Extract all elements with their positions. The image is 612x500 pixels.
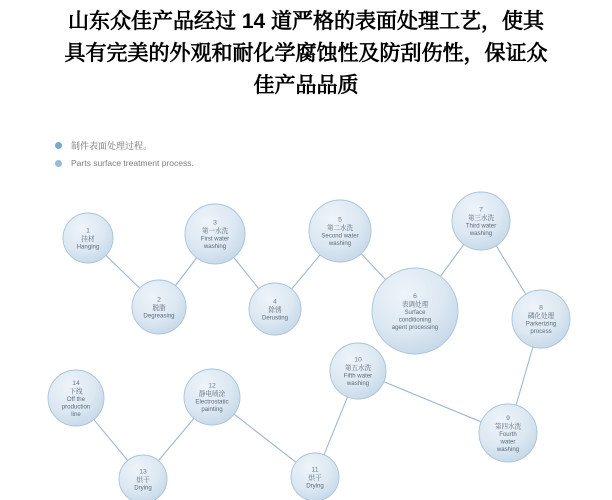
legend-item	[55, 154, 315, 172]
process-flow-diagram	[0, 126, 612, 500]
flow-connector	[516, 346, 533, 406]
process-node[interactable]	[48, 370, 104, 426]
node-label-en: agent processing	[391, 323, 439, 331]
legend-label: 制件表面处理过程。	[71, 140, 153, 151]
process-node[interactable]	[372, 268, 458, 354]
flow-connector	[105, 255, 140, 289]
node-label-cn: 第一水洗	[201, 228, 229, 235]
node-label-en: process	[530, 328, 552, 335]
node-label-cn: 表调处理	[401, 301, 429, 309]
node-step-number: 10	[354, 356, 362, 364]
flow-connector	[324, 396, 348, 456]
page-title-line-3: 佳产品品质	[253, 74, 359, 97]
node-step-number: 2	[157, 296, 161, 304]
flow-connector	[233, 257, 259, 290]
page-title-line-2: 具有完美的外观和耐化学腐蚀性及防刮伤性，保证众	[64, 42, 548, 65]
node-label-cn: 第二水洗	[326, 225, 354, 232]
node-step-number: 11	[311, 466, 319, 474]
node-label-en: conditioning	[398, 316, 432, 324]
node-step-number: 6	[413, 292, 417, 300]
process-node[interactable]	[119, 455, 167, 500]
node-label-en: washing	[346, 380, 370, 387]
node-label-cn: 磷化处理	[527, 313, 555, 320]
node-label-cn: 第五水洗	[344, 365, 372, 372]
page-title	[0, 6, 612, 102]
node-label-cn: 第三水洗	[467, 215, 495, 222]
node-label-en: production	[61, 403, 91, 411]
node-step-number: 13	[139, 468, 147, 476]
flow-connector	[440, 244, 465, 278]
node-label-en: Fourth	[499, 430, 517, 438]
process-node[interactable]	[452, 192, 510, 250]
legend-item	[55, 136, 315, 154]
node-label-en: Fifth water	[343, 372, 373, 380]
node-label-en: Electrostatic	[195, 398, 229, 406]
node-label-cn: 烘干	[136, 476, 150, 484]
flow-connector	[383, 381, 482, 422]
process-node[interactable]	[184, 369, 240, 425]
node-label-cn: 下线	[69, 388, 83, 396]
legend-label: Parts surface treatment process.	[71, 158, 194, 168]
node-step-number: 4	[273, 298, 277, 306]
node-label-en: Second water	[321, 232, 359, 240]
node-label-en: Drying	[134, 484, 152, 492]
flow-connector	[175, 257, 198, 286]
node-label-cn: 脱脂	[152, 304, 166, 312]
node-label-cn: 第四水洗	[494, 423, 522, 431]
flow-connector	[158, 418, 195, 462]
node-label-en: painting	[201, 406, 223, 413]
node-label-cn: 除锈	[268, 306, 282, 314]
flow-connector	[496, 245, 527, 295]
process-node[interactable]	[291, 453, 339, 500]
flow-connector	[233, 414, 297, 463]
page-title-line-1: 山东众佳产品经过 14 道严格的表面处理工艺，使其	[67, 10, 545, 33]
node-label-en: water	[500, 438, 516, 446]
flow-connector	[361, 253, 387, 280]
node-label-cn: 烘干	[308, 474, 322, 482]
node-step-number: 14	[72, 379, 80, 387]
node-step-number: 1	[86, 227, 90, 235]
node-label-en: washing	[469, 230, 493, 237]
node-step-number: 5	[338, 216, 342, 224]
process-node[interactable]	[249, 283, 301, 335]
node-label-en: Third water	[465, 222, 497, 230]
node-step-number: 9	[506, 414, 510, 422]
legend	[55, 136, 315, 172]
process-node[interactable]	[512, 290, 570, 348]
process-node[interactable]	[185, 204, 245, 264]
node-label-en: Degreasing	[143, 312, 175, 320]
node-label-en: washing	[203, 243, 227, 250]
process-node[interactable]	[132, 280, 186, 334]
node-label-en: Derusting	[261, 314, 289, 322]
process-node[interactable]	[479, 404, 537, 462]
flow-connector	[93, 419, 128, 461]
bullet-icon	[55, 142, 62, 149]
node-label-en: Parkerizing	[525, 320, 557, 328]
node-step-number: 12	[208, 382, 216, 390]
node-step-number: 8	[539, 304, 543, 312]
node-label-en: washing	[496, 445, 520, 453]
node-label-en: First water	[200, 235, 230, 243]
flow-connector	[291, 254, 321, 290]
node-step-number: 3	[213, 219, 217, 227]
node-label-en: washing	[328, 240, 352, 247]
node-label-cn: 静电喷涂	[198, 391, 226, 398]
flow-chart-canvas	[0, 126, 612, 500]
flow-edges	[93, 244, 533, 463]
node-step-number: 7	[479, 206, 483, 214]
process-node[interactable]	[330, 343, 386, 399]
node-label-en: Surface	[404, 308, 426, 316]
node-label-en: Hanging	[76, 243, 100, 251]
process-node[interactable]	[309, 200, 371, 262]
node-label-en: Drying	[306, 482, 324, 490]
node-label-en: Off the	[66, 395, 86, 403]
node-label-en: line	[71, 410, 81, 418]
bullet-icon	[55, 160, 62, 167]
process-node[interactable]	[63, 213, 113, 263]
node-label-cn: 挂材	[81, 235, 95, 243]
